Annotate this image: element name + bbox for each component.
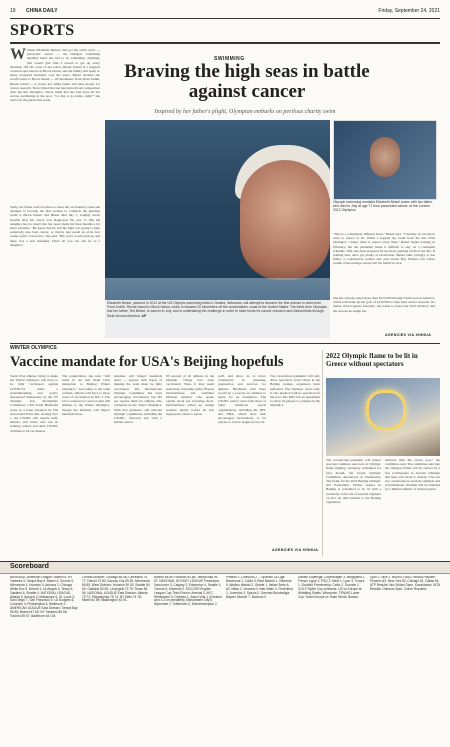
main-photo-caption [105,300,330,338]
feature-headline: Braving the high seas in battle against cancer [124,61,370,102]
column-divider [322,350,323,556]
section-rule [10,42,440,44]
page-header [10,7,440,17]
feature-agency: AGENCIES VIA XINHUA [385,333,432,337]
main-photo-caption-text: Elizabeth Beisel, pictured in 2012 at the US Olympic swimming trials in Omaha, Nebraska, will attempt to become the first woman to swim from Point Judith, Rhode Island to Block Island, which is situated 20 kilometers off the southeastern coast of the United States. The three-time Olympian lost her father, Ted Beisel, to cancer in July, and is undertaking the challenge in order to raise funds for cancer research and clinical trials through Swim Across America. [107,301,328,318]
feature-col-2: Sadly, her father won't be there to cheer her on Saturday when she attempts to become the first woman to complete the grueling swim to Block Island. Ted Beisel died July 1, roughly seven months after his cancer was diagnosed. He was 71. But his daughter has no doubt that her quest made his final months a bit more bearable. "He knew that he and his fight was going to help somebody else beat cancer, or maybe just spend an extra few weeks with a loved one," she said. "His voice would perk up and there was a new meaning. That's all you can ask for as a daughter." [10,205,100,247]
feature-subhead: Inspired by her father's plight, Olympian embarks on perilous charity swim [154,109,336,115]
side-photo-caption: Olympic swimming medalist Elizabeth Beisel poses with her father, who died in July at age 71 from pancreatic cancer, at the London 2012 Olympics. [333,200,434,213]
score-col-5: Danish Superliga: Copenhagen 3, Midtjylland 1. French Ligue 1: PSG 2, Metz 1; Lyon 3, Troyes 1. Scottish Premiership: Celtic 2, Dundee 1. GOLF Ryder Cup schedule: US vs Europe at Whistling Straits, Wisconsin. TENNIS Laver Cup: Team Europe vs Team World, Boston. [298,576,366,599]
drop-cap: W [10,48,26,63]
winter-col-6: The coronavirus pandemic will only allow spectators from China in the Beijing Games, organizers have indicated. The Olympic torch relay is also planned with no spectators in the host. The NHL has an agreement to allow its players to compete in the Olympics. [270,374,320,408]
flame-glow-shape [366,390,406,430]
winter-col-5: staff, and allow us to move consistency in planning, preparation and services for athletes. Hirshland said there would be a process for athletes to apply for an exemption. The USOPC policy veers from those of other American sports organizations, including the NFL and NBA, which have both encouraged vaccinations, or for players to follow league protocols. [218,374,266,425]
score-col-1: BASEBALL American League: Boston 6, NY Yankees 3; Tampa Bay 6, Miami 4; Toronto 9, Minnesota 1; Houston 4, Arizona 1; Chicago White Sox 9, Detroit 3; LA Angels 6, Texas 5; Oakland 6, Seattle 4. NATIONAL LEAGUE: Atlanta 5, Arizona 2; Milwaukee 5, St. Louis 2; San Diego 7, San Francisco 5; LA Dodgers 6, Colorado 4; Philadelphia 3, Baltimore 2. AMERICAN LEAGUE East Division: Tampa Bay 95 56; Boston 87 65; NY Yankees 86 66; Toronto 85 67; Baltimore 48 104. [10,576,78,619]
father-daughter-photo [333,120,437,200]
score-col-6: Lyon 2, Nice 1. BASKETBALL WNBA Playoffs: Phoenix 83, New York 82; Chicago 81, Dallas 64. ATP Results: Nur-Sultan Open, Kazakhstan. WTA Results: Ostrava Open, Czech Republic. [370,576,440,591]
photo-credit: AP [141,313,147,318]
feature-kicker: SWIMMING [214,56,245,62]
winter-col-3: mandate will impact hundreds more — anyone with hopes of making the team must be fully vaccinated. The International Olympic Committee has been encouraging vaccination, but did not require them for athletes who competed in the Tokyo Olympics. With that guidance, and national Olympic committees, including the USOPC, followed suit with a similar stance. [114,374,162,425]
scoreboard-label: Scoreboard [10,563,49,570]
feature-col-1-text: When Elizabeth Beisel's dad got the awful news — pancreatic cancer — the Olympic swimming medalist knew she had to do something, anything, that would give him a reason to get up every morning. Off the coast of her native Rhode Island is a magical vacation spot known as Block Island, and the family had spent so many treasured moments over the years. Beisel decided she would swim to Block Island — 20 kilometers from Point Judith, Rhode Island — to honor her ailing father and raise money for cancer research. Never mind that she had retired from competition after the Rio Olympics. Never mind that she had done all her serious swimming in the pool. "Go big or go home, right?" she said over the phone this week. [10,48,100,103]
winter-headline: Vaccine mandate for USA's Beijing hopefuls [10,354,284,370]
winter-col-1: Team USA athletes trying to make the Winter Olympics will have to be fully vaccinated against COVID-19 under a groundbreaking new policy announced Wednesday by the US Olympic and Paralympic Committee. CEO Sarah Hirshland wrote in a letter obtained by The Associated Press that, starting Nov 1, the USOPC will require staff, athletes and others who use its training centers and other USOPC facilities to be vaccinated. [10,374,58,433]
flame-col-2: duration than the recent past," the committee said. The committee said that the Olympic flame will be carried by a few torchbearers in Ancient Olympia and then will travel to Athens. The last two ceremonies in Ancient Olympia and at Panathenaic Stadium will be attended by a limited number of invited guests. [385,458,440,492]
score-col-2: Central Division: Chicago 86 66; Cleveland 74 77; Detroit 73 80; Kansas City 69 83; Minnesota 68 85. West Division: Houston 90 62; Seattle 84 69; Oakland 83 69; LA Angels 73 79; Texas 56 96. NATIONAL LEAGUE East Division: Atlanta 79 72; Philadelphia 78 74; NY Mets 74 78; Miami 63 89; Washington 61 91. [82,576,150,603]
score-col-4: Preston 1, Liverpool 2 ... Spanish La Liga: Barcelona 1, Cadiz 0; Real Madrid 1, Villarreal 0; Atletico Madrid 2, Getafe 1. Italian Serie A: AC Milan 2, Venezia 0; Inter Milan 3, Fiorentina 1; Juventus 3, Spezia 2. German Bundesliga: Bayern Munich 7, Bochum 0. [226,576,293,599]
issue-date: Friday, September 24, 2021 [378,8,440,14]
winter-col-4: 85 percent of all athletes in the Olympic village had been vaccinated. Then, it may seem American, including golfer Bryson DeChambeau and swimmer Michael Andrew, who spoke openly about not receiving shots. DeChambeau ended up testing positive shortly before he was supposed to head to Japan. [166,374,214,416]
flame-col-1: The coronavirus pandemic will reduce spectator numbers near zero at Olympic flame lighting ceremony scheduled for next month, the Greek Olympic Committee announced on Wednesday. The flame for the 2022 Beijing Olympic and Paralympic Winter Games in Beijing is scheduled to be lit with a ceremony at the site of Ancient Olympia on Oct 18, then handed to the Beijing organizers. [326,458,381,505]
feature-side-col: "This is a completely different beast," Beisel said. "I literally do not know what to expect at all. When I stopped my swim from the Rio 2016 Olympics, I knew what to expect every time." Beisel began training in February, but the pandemic made it difficult to stay on a consistent schedule. Still, she feels prepared for the most grueling swim of her life. If nothing else, she's got plenty of motivation. Beisel talks lovingly of her father, a construction worker and avid Green Bay Packers fan whose wealth of knowledge always left his family in awe. [333,232,435,266]
winter-section-rule [10,343,440,344]
scoreboard-bar [0,561,450,574]
flame-headline: 2022 Olympic flame to be lit in Greece without spectators [326,352,418,368]
page-number: 19 [10,8,16,14]
flame-photo [326,378,440,456]
feature-side-col-2: She has already raised more than $125,000 through Swim Across America, which will make up her goal of $150,000 to help fund cancer research. No matter what happens Saturday, she wants to honor her dad's memory and the lessons he taught her. [333,296,435,313]
winter-section-label: WINTER OLYMPICS [10,345,57,351]
person-shape [370,137,400,177]
header-rule [10,18,440,19]
score-col-3: Boston 88 65; Houston 84 68; Tampa Bay 95 57. NATIONAL HOCKEY LEAGUE Preseason: Vancouver 3, Calgary 2; Edmonton 4, Seattle 1; Toronto 5, Montreal 2. SOCCER English League Cup Third Round: Arsenal 3, AFC Wimbledon 0; Chelsea 1, Aston Villa 1 (Chelsea won 4-3 on penalties); Manchester City 6, Wycombe 1; Tottenham 2, Wolverhampton 2. [154,576,222,607]
swimmer-face-shape [240,160,330,280]
newspaper-brand: CHINA DAILY [26,8,58,14]
winter-agency: AGENCIES VIA XINHUA [272,548,319,552]
section-title: SPORTS [10,22,75,39]
winter-col-2: The requirement, she said, "will assist in our full Team USA delegation to Beijing Winter Olympics." According to the team website, athletes will have to show proof of vaccination by Dec 1. The US is expected to send around 240 athletes to the Winter Olympics, though the mandate will impact hundreds more. [62,374,110,416]
